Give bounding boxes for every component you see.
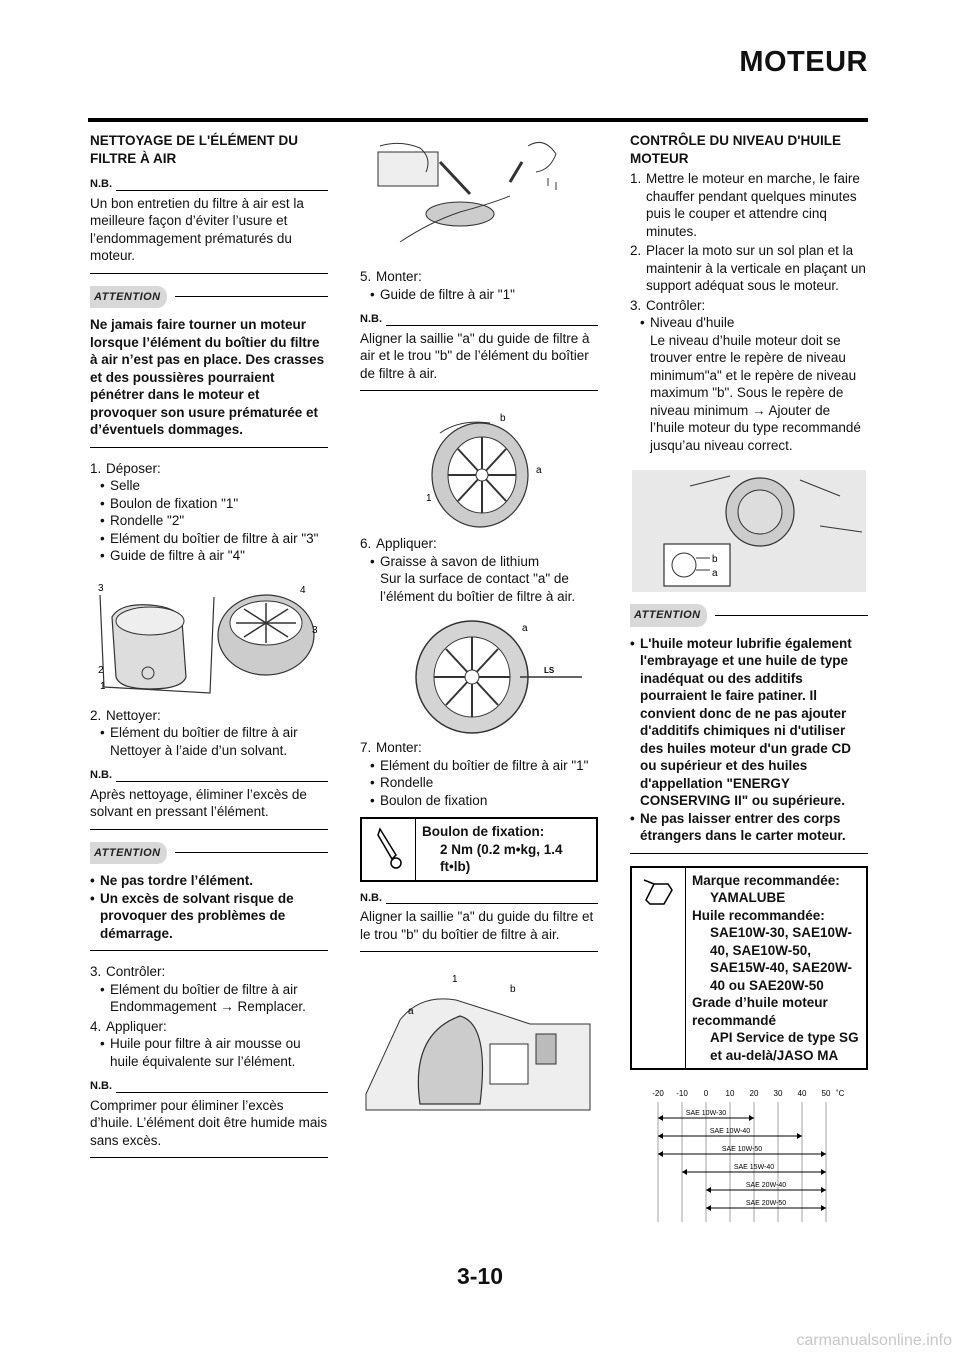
callout-a: a bbox=[536, 465, 542, 476]
attention-text: Ne jamais faire tourner un moteur lorsque l’élément du boîtier du filtre à air n’est pas en place. Des crasses et des poussières pourraient pénétrer dans le moteur et provoquer son usure prématurée et d’éventuels dommages. bbox=[90, 317, 325, 437]
series-label: SAE 10W-50 bbox=[721, 1146, 763, 1153]
figure-oil-application bbox=[360, 132, 598, 262]
column-2 bbox=[360, 132, 598, 1114]
step-detail: Nettoyer à l’aide d’un solvant. bbox=[110, 742, 288, 758]
list-item: • Elément du boîtier de filtre à air bbox=[100, 981, 298, 997]
callout-b: b bbox=[712, 554, 718, 565]
tick-label: 30 bbox=[773, 1089, 783, 1098]
step-2: 2. Nettoyer: bbox=[90, 707, 161, 723]
step-1: 1. Déposer: bbox=[90, 460, 161, 476]
attention-badge: ATTENTION bbox=[90, 286, 167, 309]
attention-item: • Un excès de solvant risque de provoquer des problèmes de démarrage. bbox=[90, 890, 294, 941]
callout-a: a bbox=[522, 623, 528, 634]
page-number: 3-10 bbox=[456, 1263, 504, 1289]
list-item: • Rondelle "2" bbox=[100, 513, 185, 528]
oil-can-icon bbox=[632, 868, 686, 1069]
tick-label: -10 bbox=[676, 1089, 688, 1098]
step-1: 1. Mettre le moteur en marche, le faire chauffer pendant quelques minutes puis le couper et attendre cinq minutes. bbox=[630, 171, 860, 239]
callout-3: 3 bbox=[98, 582, 104, 594]
step-4: 4. Appliquer: bbox=[90, 1018, 167, 1034]
tick-label: 0 bbox=[703, 1089, 709, 1098]
nb-text: Aligner la saillie "a" du guide du filtre et le trou "b" du boîtier de filtre à air. bbox=[360, 909, 594, 942]
list-item: • Niveau d'huile bbox=[640, 315, 735, 330]
callout-b: b bbox=[500, 413, 506, 424]
series-label: SAE 10W-30 bbox=[685, 1110, 727, 1117]
series-label: SAE 20W-50 bbox=[745, 1200, 787, 1207]
nb-text: Après nettoyage, éliminer l’excès de solvant en pressant l’élément. bbox=[90, 786, 307, 819]
list-item: • Huile pour filtre à air mousse ou huile équivalente sur l’élément. bbox=[100, 1036, 301, 1069]
figure-air-filter-removal bbox=[90, 577, 328, 705]
list-item: • Selle bbox=[100, 478, 141, 493]
list-item: • Elément du boîtier de filtre à air "1" bbox=[370, 757, 589, 773]
attention-item: • Ne pas laisser entrer des corps étrangers dans le carter moteur. bbox=[630, 810, 846, 843]
series-label: SAE 20W-40 bbox=[745, 1182, 787, 1189]
attention-item: • Ne pas tordre l’élément. bbox=[90, 873, 254, 888]
figure-oil-level-window bbox=[630, 466, 868, 596]
tick-label: -20 bbox=[652, 1089, 664, 1098]
tick-label: 10 bbox=[725, 1089, 735, 1098]
list-item: • Elément du boîtier de filtre à air bbox=[100, 725, 298, 740]
spec-brand-label: Marque recommandée: bbox=[692, 872, 840, 888]
callout-4: 4 bbox=[300, 584, 306, 596]
list-item: • Rondelle bbox=[370, 775, 434, 790]
nb-text: Un bon entretien du filtre à air est la meilleure façon d’éviter l’usure et l’endommagement prématurés du moteur. bbox=[90, 195, 304, 263]
nb-label: N.B. bbox=[90, 178, 112, 190]
callout-3b: 3 bbox=[312, 624, 318, 636]
callout-b: b bbox=[510, 984, 516, 995]
step-detail: Sur la surface de contact "a" de l’élément du boîtier de filtre à air. bbox=[380, 571, 576, 604]
divider bbox=[90, 447, 328, 448]
torque-wrench-icon bbox=[362, 819, 416, 880]
series-label: SAE 15W-40 bbox=[733, 1164, 775, 1171]
callout-1: 1 bbox=[426, 493, 432, 504]
divider bbox=[90, 1157, 328, 1158]
figure-filter-guide bbox=[360, 403, 598, 533]
tick-label: 50 bbox=[821, 1089, 831, 1098]
divider bbox=[90, 950, 328, 951]
step-2: 2. Placer la moto sur un sol plan et la maintenir à la verticale en plaçant un support adéquat sous le moteur. bbox=[630, 243, 866, 293]
nb-header: N.B. bbox=[360, 311, 598, 329]
tick-label: 20 bbox=[749, 1089, 759, 1098]
callout-a: a bbox=[408, 1006, 414, 1017]
oil-temperature-chart bbox=[630, 1084, 868, 1224]
callout-1: 1 bbox=[100, 680, 106, 692]
section-title-air-filter: NETTOYAGE DE L'ÉLÉMENT DU FILTRE À AIR bbox=[90, 133, 298, 166]
attention-item: • L'huile moteur lubrifie également l'embrayage et une huile de type inadéquat ou des additifs pourraient le faire patiner. Il convient donc de ne pas ajouter d'additifs chimiques ni d'utiliser des huiles moteur d'un grade CD ou supérieur et des huiles d'appellation "ENERGY CONSERVING II" ou supérieure. bbox=[630, 635, 852, 808]
spec-grade: API Service de type SG et au-delà/JASO MA bbox=[710, 1030, 859, 1063]
attention-header: ATTENTION bbox=[630, 604, 868, 627]
step-6: 6. Appliquer: bbox=[360, 536, 437, 551]
spec-title: Boulon de fixation: bbox=[422, 824, 545, 839]
spec-oil-label: Huile recommandée: bbox=[692, 907, 825, 923]
series-label: SAE 10W-40 bbox=[709, 1128, 751, 1135]
callout-ls: LS bbox=[544, 666, 555, 675]
step-7: 7. Monter: bbox=[360, 740, 422, 755]
callout-1: 1 bbox=[452, 974, 458, 985]
nb-text: Comprimer pour éliminer l’excès d’huile. L’élément doit être humide mais sans excès. bbox=[90, 1097, 328, 1148]
unit-label: ˚C bbox=[836, 1089, 845, 1098]
step-5: 5. Monter: bbox=[360, 269, 422, 284]
spec-brand: YAMALUBE bbox=[710, 890, 786, 905]
divider bbox=[360, 390, 598, 391]
figure-grease-application bbox=[360, 615, 598, 737]
attention-header bbox=[90, 286, 328, 309]
footer-watermark-url: carmanualsonline.info bbox=[796, 1332, 952, 1349]
divider bbox=[630, 853, 868, 854]
list-item: • Elément du boîtier de filtre à air "3" bbox=[100, 530, 319, 546]
header-rule bbox=[88, 118, 868, 122]
callout-2: 2 bbox=[98, 664, 104, 676]
step-detail: Endommagement → Remplacer. bbox=[110, 999, 306, 1014]
list-item: • Boulon de fixation "1" bbox=[100, 495, 239, 511]
tick-label: 40 bbox=[797, 1089, 807, 1098]
figure-filter-install bbox=[360, 964, 598, 1114]
divider bbox=[360, 951, 598, 952]
nb-text: Aligner la saillie "a" du guide de filtre à air et le trou "b" de l’élément du boîtier de filtre à air. bbox=[360, 330, 590, 381]
step-3: 3. Contrôler: bbox=[630, 297, 706, 313]
spec-grade-label: Grade d’huile moteur recommandé bbox=[692, 995, 828, 1028]
attention-header: ATTENTION bbox=[90, 842, 328, 865]
callout-a: a bbox=[712, 568, 718, 579]
nb-header: N.B. bbox=[90, 1078, 328, 1096]
torque-spec-box bbox=[360, 817, 598, 882]
divider bbox=[90, 829, 328, 830]
nb-header: N.B. bbox=[90, 767, 328, 785]
spec-oil: SAE10W-30, SAE10W-40, SAE10W-50, SAE15W-40, SAE20W-40 ou SAE20W-50 bbox=[710, 925, 853, 993]
step-detail: Le niveau d’huile moteur doit se trouver entre le repère de niveau minimum"a" et le repère de niveau maximum "b". Sous le repère de niveau minimum → Ajouter de l’huile moteur du type recommandé jusqu’au niveau correct. bbox=[650, 332, 861, 453]
list-item: • Boulon de fixation bbox=[370, 792, 488, 808]
section-title-oil-level: CONTRÔLE DU NIVEAU D'HUILE MOTEUR bbox=[630, 133, 841, 166]
list-item: • Guide de filtre à air "4" bbox=[100, 548, 245, 563]
divider bbox=[90, 273, 328, 274]
oil-spec-box bbox=[630, 866, 868, 1071]
step-3: 3. Contrôler: bbox=[90, 964, 166, 979]
nb-header: N.B. bbox=[360, 890, 598, 908]
nb-header bbox=[90, 176, 328, 194]
page-header-title: MOTEUR bbox=[739, 46, 868, 78]
spec-value: 2 Nm (0.2 m•kg, 1.4 ft•lb) bbox=[440, 841, 563, 874]
column-3 bbox=[630, 132, 868, 1224]
list-item: • Guide de filtre à air "1" bbox=[370, 286, 515, 302]
column-1 bbox=[90, 132, 328, 1170]
list-item: • Graisse à savon de lithium bbox=[370, 553, 540, 569]
